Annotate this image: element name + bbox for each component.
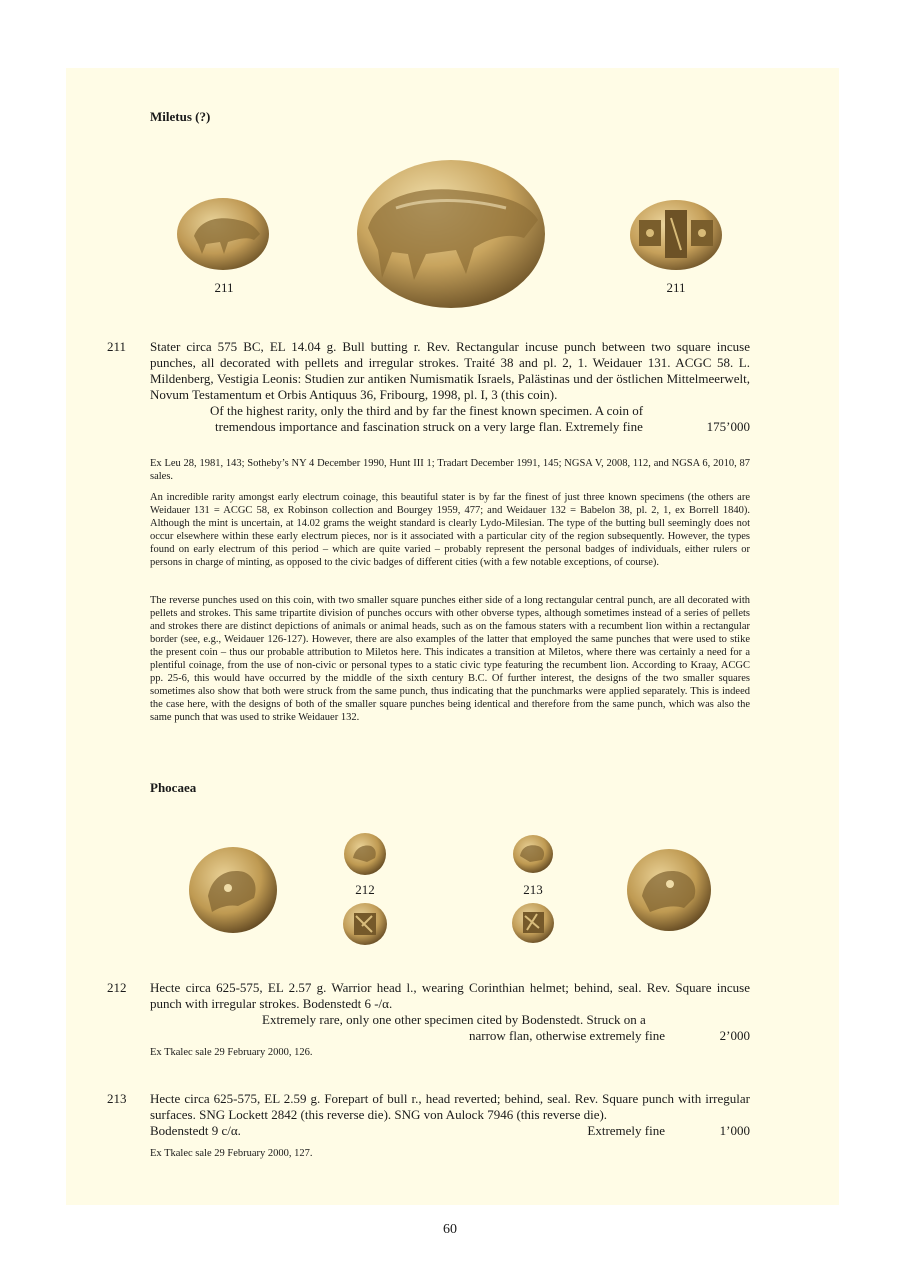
- lot-211-rarity-line-2: tremendous importance and fascination struck on a very large flan. Extremely fine: [215, 419, 643, 434]
- coin-211-obverse-small-image: [176, 196, 271, 272]
- lot-211-note-paragraph-1: An incredible rarity amongst early electrum coinage, this beautiful stater is by far the finest of just three known specimens (the others are Weidauer 131 = ACGC 58, ex Robinson collection and Bourgey 1959, 477; and Weidauer 132 = Babelon 38, pl. 2, 1, ex Borrell 1840). Although the mint is uncertain, at 14.02 grams the weight standard is clearly Lydo-Milesian. The type of the butting bull seemingly does not occur elsewhere within these early electrum pieces, nor is it associated with a particular city of the region subsequently. However, the types found on early electrum of this period – which are quite varied – probably represent the personal badges of individuals, either rulers or persons in charge of minting, as opposed to the civic badges of different cities (with a few notable exceptions, of course).: [150, 492, 750, 568]
- coin-213-obverse-enlarged-image: [626, 848, 712, 932]
- lot-213-description: Hecte circa 625-575, EL 2.59 g. Forepart of bull r., head reverted; behind, seal. Rev. Square punch with irregular surfaces. SNG Lockett 2842 (this reverse die). SNG von Aulock 7946 (this reverse die).: [150, 1091, 750, 1122]
- lot-213-price: 1’000: [719, 1123, 750, 1138]
- lot-212-provenance: Ex Tkalec sale 29 February 2000, 126.: [150, 1047, 313, 1058]
- lot-212-description: Hecte circa 625-575, EL 2.57 g. Warrior head l., wearing Corinthian helmet; behind, seal. Rev. Square incuse punch with irregular strokes. Bodenstedt 6 -/α.: [150, 980, 750, 1011]
- coin-212-reverse-image: [342, 902, 388, 946]
- lot-213-description-last-line: Bodenstedt 9 c/α.: [150, 1123, 241, 1138]
- lot-211-price: 175’000: [706, 419, 750, 434]
- coin-211-reverse-image: [629, 198, 723, 272]
- coin-211-obverse-enlarged-image: [356, 158, 546, 310]
- lot-number-213: 213: [107, 1091, 127, 1106]
- coin-213-label: 213: [523, 882, 543, 897]
- lot-212-rarity-line-2: narrow flan, otherwise extremely fine: [468, 1028, 665, 1043]
- coin-212-obverse-enlarged-image: [188, 846, 278, 934]
- lot-213-provenance: Ex Tkalec sale 29 February 2000, 127.: [150, 1148, 313, 1159]
- coin-212-obverse-image: [343, 832, 387, 876]
- page-number: 60: [443, 1222, 457, 1237]
- lot-211-note-paragraph-2: The reverse punches used on this coin, with two smaller square punches either side of a long rectangular central punch, are all decorated with pellets and strokes. This same tripartite division of punches occurs with other obverse types, although sometimes instead of a series of pellets and strokes there are distinct depictions of animals or animal heads, such as on the famous staters with a recumbent lion within a rectangular border (see, e.g., Weidauer 126-127). However, there are also examples of the latter that employed the same punches that were used to stike the present coin – thus our probable attribution to Miletos here. This indicates a transition at Miletos, where there was certainly a need for a plentiful coinage, from the use of non-civic or personal types to a static civic type featuring the recumbent lion. According to Kraay, ACGC pp. 25-6, this would have occurred by the middle of the sixth century B.C. Of further interest, the designs of the two smaller squares sometimes also show that both were struck from the same punch, thus indicating that the punchmarks were applied separately. This is indeed the case here, with the designs of both of the smaller square punches being identical and therefore from the same punch, which was also the same punch that was used to strike Weidauer 132.: [150, 595, 750, 723]
- lot-number-212: 212: [107, 980, 127, 995]
- coin-213-reverse-image: [511, 902, 555, 944]
- lot-212-price: 2’000: [719, 1028, 750, 1043]
- coin-212-label: 212: [355, 882, 375, 897]
- lot-212-rarity-line-1: Extremely rare, only one other specimen cited by Bodenstedt. Struck on a: [262, 1012, 646, 1027]
- coin-211-obverse-label: 211: [214, 280, 234, 295]
- section-heading-miletus: Miletus (?): [150, 109, 211, 124]
- lot-213-grade: Extremely fine: [587, 1123, 665, 1138]
- section-heading-phocaea: Phocaea: [150, 780, 197, 795]
- lot-211-provenance: Ex Leu 28, 1981, 143; Sotheby’s NY 4 December 1990, Hunt III 1; Tradart December 1991, 145; NGSA V, 2008, 112, and NGSA 6, 2010, 87 sales.: [150, 458, 750, 482]
- coin-213-obverse-image: [512, 834, 554, 874]
- coin-211-reverse-label: 211: [666, 280, 686, 295]
- lot-211-rarity-line-1: Of the highest rarity, only the third and by far the finest known specimen. A coin of: [210, 403, 644, 418]
- lot-211-description: Stater circa 575 BC, EL 14.04 g. Bull butting r. Rev. Rectangular incuse punch between two square incuse punches, all decorated with pellets and irregular strokes. Traité 38 and pl. 2, 1. Weidauer 131. ACGC 58. L. Mildenberg, Vestigia Leonis: Studien zur antiken Numismatik Israels, Palästinas und der östlichen Mittelmeerwelt, Novum Testamentum et Orbis Antiquus 36, Fribourg, 1998, pl. I, 3 (this coin).: [150, 339, 750, 402]
- lot-number-211: 211: [107, 339, 127, 354]
